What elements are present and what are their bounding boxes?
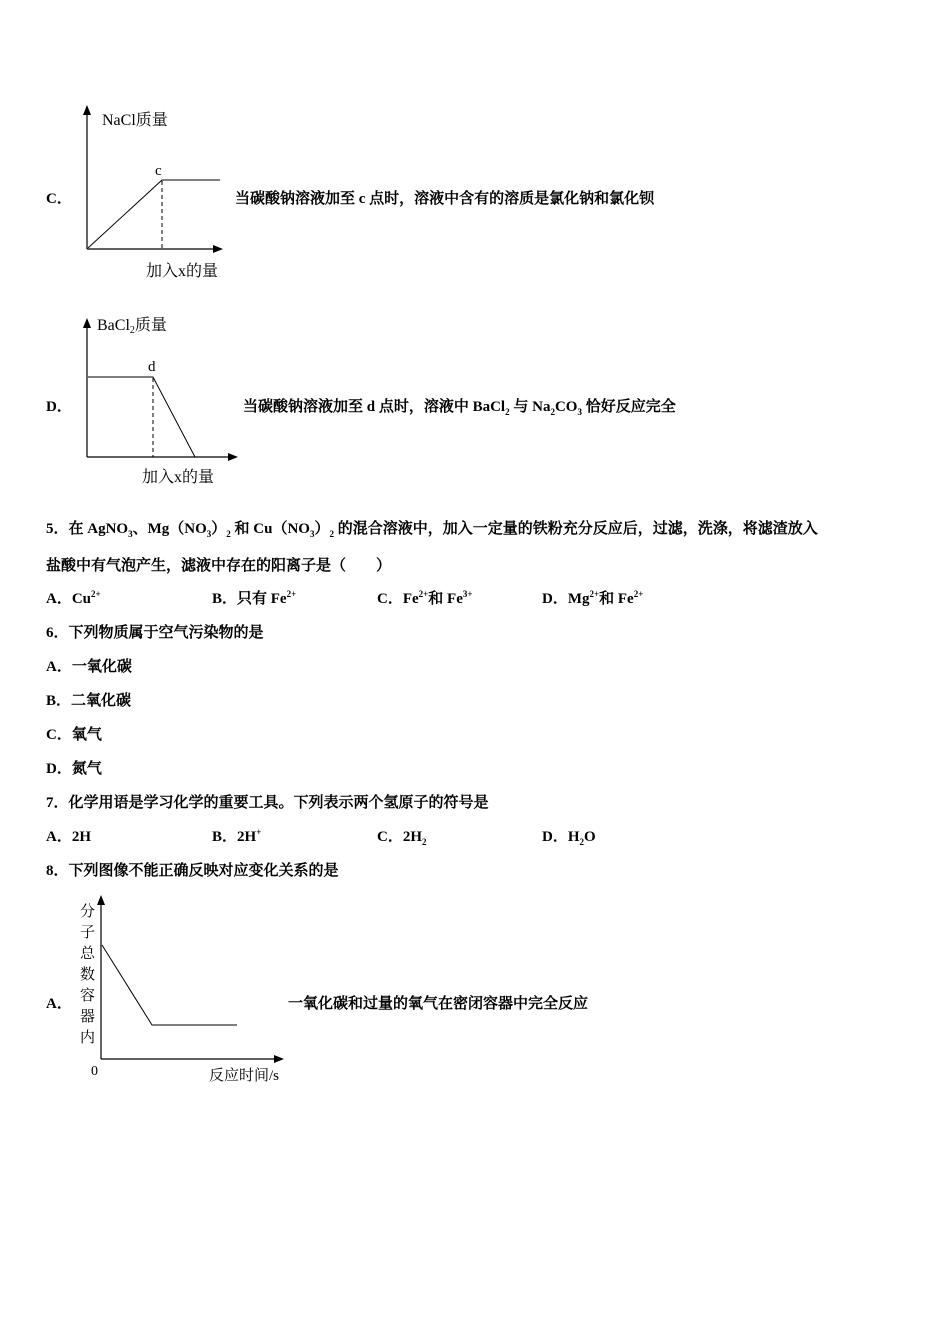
question-stem: 7．化学用语是学习化学的重要工具。下列表示两个氢原子的符号是 bbox=[46, 795, 489, 811]
option-a: A．$Cu^{2+}$ bbox=[46, 589, 101, 607]
option-c: C．氧气 bbox=[46, 727, 102, 743]
graph-y-label: NaCl质量 bbox=[102, 112, 168, 129]
question-stem: 8．下列图像不能正确反映对应变化关系的是 bbox=[46, 863, 339, 879]
option-letter: D． bbox=[46, 399, 72, 415]
graph-x-label: 加入x的量 bbox=[146, 263, 219, 280]
option-d: D．$Mg^{2+}$和 $Fe^{2+}$ bbox=[542, 589, 644, 607]
x-axis-arrow bbox=[274, 1055, 284, 1063]
graph-y-label: BaCl2质量 bbox=[97, 317, 167, 336]
option-a: A．2H bbox=[46, 829, 92, 845]
option-a: A．一氧化碳 bbox=[46, 659, 132, 675]
graph-x-label: 反应时间/s bbox=[209, 1068, 280, 1084]
graph-point-label: c bbox=[155, 163, 162, 179]
graph-y-label-char: 总 bbox=[80, 946, 96, 962]
graph-y-label-char: 内 bbox=[80, 1030, 96, 1046]
option-c: C．$Fe^{2+}$和 $Fe^{3+}$ bbox=[377, 589, 473, 607]
graph-y-label-char: 数 bbox=[80, 967, 96, 983]
option-text: 一氧化碳和过量的氧气在密闭容器中完全反应 bbox=[288, 996, 589, 1012]
graph-origin-label: 0 bbox=[91, 1064, 98, 1079]
option-letter: C． bbox=[46, 191, 72, 207]
molecule-curve bbox=[102, 945, 237, 1025]
option-c: C．$2H_2$ bbox=[377, 829, 427, 847]
y-axis-arrow bbox=[97, 895, 105, 905]
question-stem-line1: 5．在 AgNO$_3$、$Mg(NO_3)_2$ 和 $Cu(NO_3)_2$ 的混合溶液中，加入一定量的铁粉充分反应后，过滤，洗涤，将滤渣放入 bbox=[46, 521, 818, 539]
option-d: D．氮气 bbox=[46, 761, 102, 777]
option-text: 当碳酸钠溶液加至 c 点时，溶液中含有的溶质是氯化钠和氯化钡 bbox=[235, 191, 655, 207]
option-b: B．2H+ bbox=[212, 827, 262, 845]
graph-y-label-char: 分 bbox=[80, 904, 96, 920]
option-b: B．二氧化碳 bbox=[46, 693, 132, 709]
option-d: D．$H_2O$ bbox=[542, 829, 596, 847]
graph-y-label-char: 容 bbox=[80, 988, 96, 1004]
option-b: B．只有 $Fe^{2+}$ bbox=[212, 589, 297, 607]
graph-point-label: d bbox=[148, 359, 156, 375]
question-stem-line2: 盐酸中有气泡产生，滤液中存在的阳离子是（ ） bbox=[46, 558, 392, 574]
graph-x-label: 加入x的量 bbox=[142, 469, 215, 486]
option-letter: A． bbox=[46, 996, 72, 1012]
graph-y-label-char: 器 bbox=[80, 1009, 96, 1025]
question-stem: 6．下列物质属于空气污染物的是 bbox=[46, 625, 264, 641]
graph-y-label-char: 子 bbox=[80, 925, 96, 941]
option-text: 当碳酸钠溶液加至 d 点时，溶液中 BaCl$_2$ 与 $Na_2CO_3$ 恰好反应完全 bbox=[243, 399, 676, 417]
